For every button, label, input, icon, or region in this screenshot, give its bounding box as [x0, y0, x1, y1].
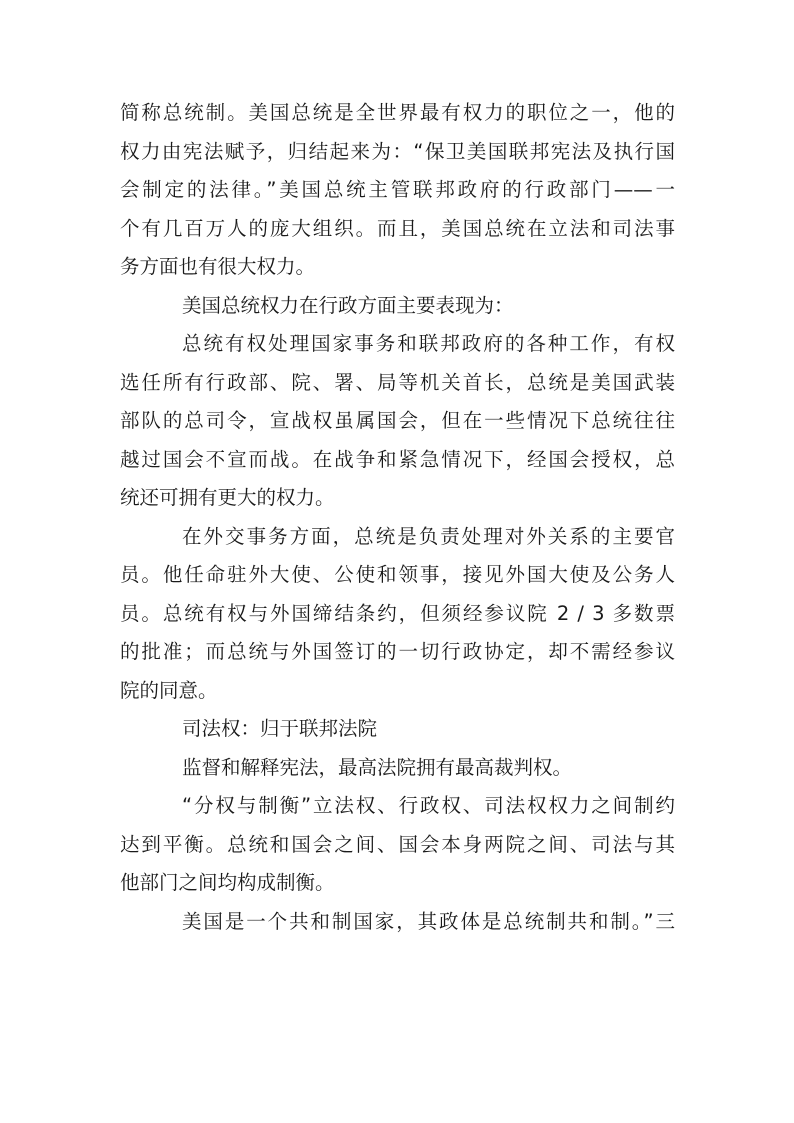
text-line: 院的同意。 — [120, 678, 218, 702]
text-line: 在外交事务方面，总统是负责处理对外关系的主要官 — [182, 524, 675, 548]
text-line: 的批准；而总统与外国签订的一切行政协定，却不需经参议 — [120, 640, 675, 664]
text-line: 总统有权处理国家事务和联邦政府的各种工作，有权 — [182, 332, 675, 356]
text-line: 简称总统制。美国总统是全世界最有权力的职位之一，他的 — [120, 101, 675, 125]
text-line: 个有几百万人的庞大组织。而且，美国总统在立法和司法事 — [120, 216, 675, 240]
text-line: 权力由宪法赋予，归结起来为：“保卫美国联邦宪法及执行国 — [120, 139, 675, 163]
text-line: 越过国会不宣而战。在战争和紧急情况下，经国会授权，总 — [120, 447, 675, 471]
text-line: 员。他任命驻外大使、公使和领事，接见外国大使及公务人 — [120, 563, 675, 587]
text-line: 选任所有行政部、院、署、局等机关首长，总统是美国武装 — [120, 370, 675, 394]
text-line: “分权与制衡”立法权、行政权、司法权权力之间制约 — [182, 794, 675, 818]
document-body — [120, 92, 675, 939]
text-line: 他部门之间均构成制衡。 — [120, 871, 335, 895]
text-line: 部队的总司令，宣战权虽属国会，但在一些情况下总统往往 — [120, 409, 675, 433]
text-line: 达到平衡。总统和国会之间、国会本身两院之间、司法与其 — [120, 832, 675, 856]
text-line: 监督和解释宪法，最高法院拥有最高裁判权。 — [182, 755, 573, 779]
text-line: 美国总统权力在行政方面主要表现为： — [182, 293, 514, 317]
text-line: 统还可拥有更大的权力。 — [120, 486, 335, 510]
text-line: 司法权：归于联邦法院 — [182, 717, 378, 741]
text-line: 员。总统有权与外国缔结条约，但须经参议院 2 / 3 多数票 — [120, 601, 675, 625]
text-line: 美国是一个共和制国家，其政体是总统制共和制。”三 — [182, 909, 675, 933]
text-line: 务方面也有很大权力。 — [120, 255, 316, 279]
text-line: 会制定的法律。”美国总统主管联邦政府的行政部门——一 — [120, 178, 675, 202]
